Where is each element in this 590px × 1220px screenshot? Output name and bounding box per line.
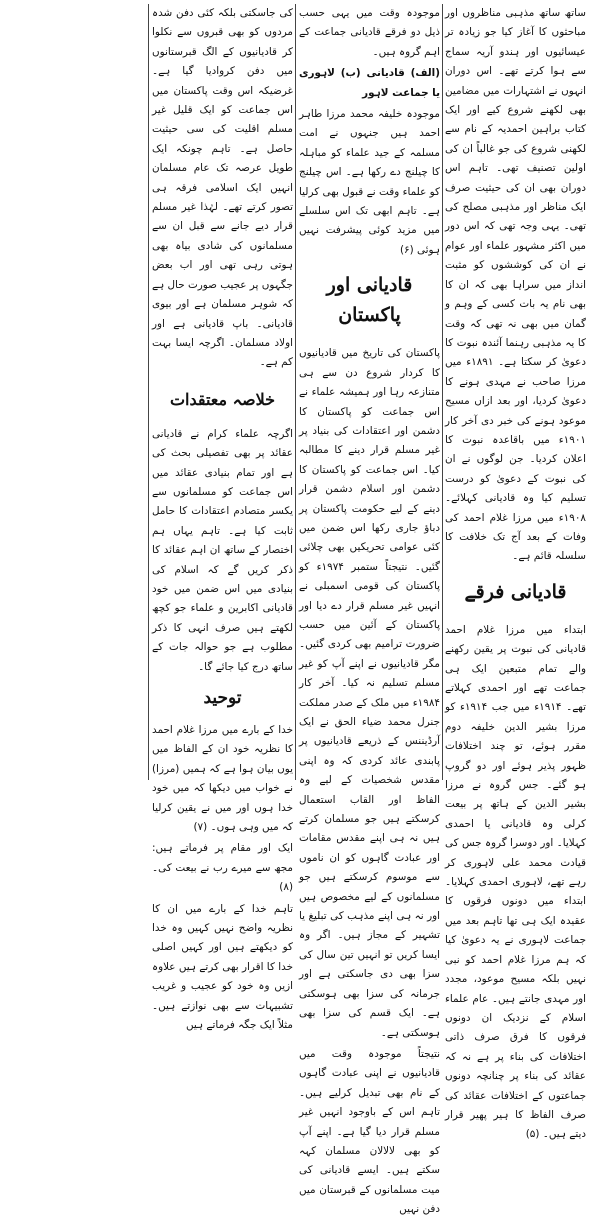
paragraph-pakistan: پاکستان کی تاریخ میں قادیانیوں کا کردار شروع دن سے ہی متنازعہ رہا اور ہمیشہ علماء نے اس جماعت کو پاکستان کا دشمن اور اعتقادات کی بنیاد پر غیر مسلم قرار دینے کا مطالبہ کیا۔ اس جماعت کو پاکستان کا دشمن اور اسلام دشمن قرار دینے کے لیے حکومت پاکستان پر دباؤ جاری رکھا اس ضمن میں کئی عوامی تحریکیں بھی چلائی گئیں۔ نتیجتاً ستمبر ۱۹۷۴ء کو پاکستان کی قومی اسمبلی نے انہیں غیر مسلم قرار دے دیا اور پاکستان کے آئین میں حسب ضرورت ترامیم بھی کردی گئیں۔ مگر قادیانیوں نے اپنے آپ کو غیر مسلم تسلیم نہ کیا۔ آخر کار ۱۹۸۴ء میں ملک کے صدر مملکت جنرل محمد ضیاء الحق نے ایک آرڈیننس کے ذریعے قادیانیوں پر پابندی عائد کردی کہ وہ اپنی مقدس شخصیات کے لیے وہ الفاظ اور القاب استعمال کرسکتے ہیں جو مسلمان کرتے ہیں نہ ہی اپنے مقدس مقامات اور عبادت گاہوں کو ان ناموں سے موسوم کرسکتے ہیں جو مسلمانوں کے لیے مخصوص ہیں اور نہ ہی اپنے مذہب کی تبلیغ یا تشہیر کے مجاز ہیں۔ اگر وہ ایسا کریں تو انہیں تین سال کی سزا بھی دی جاسکتی ہے اور جرمانہ کی سزا بھی ہوسکتی ہے۔ ایک قسم کی سزا بھی ہوسکتی ہے۔ (299, 347, 440, 1039)
heading-tawheed: توحید (203, 688, 242, 708)
paragraph-beliefs: اگرچہ علماء کرام نے قادیانی عقائد پر بھی تفصیلی بحث کی ہے اور تمام بنیادی عقائد میں اس جماعت کو مسلمانوں سے یکسر متصادم اعتقادات کا حامل ثابت کیا ہے۔ تاہم یہاں ہم اختصار کے ساتھ ان اہم عقائد کا ذکر کریں گے کہ اسلام کی بنیادی میں اس ضمن میں خود قادیانی اکابرین و علماء جو کچھ لکھتے ہیں صرف انہی کا ذکر مطلوب ہے جو حوالہ جات کے ساتھ درج کیا جائے گا۔ (152, 427, 293, 673)
column-divider (148, 4, 149, 780)
heading-qadiani-sects: قادیانی فرقے (464, 580, 567, 603)
column-1 (445, 4, 586, 1141)
heading-qadiani-pakistan: قادیانی اور پاکستان (326, 274, 413, 327)
paragraph-tawheed-2: ایک اور مقام پر فرماتے ہیں: مجھ سے میرے رب نے بیعت کی۔ (۸) (152, 842, 293, 894)
column-divider (295, 4, 296, 780)
column-divider (442, 4, 443, 780)
paragraph-intro: ساتھ ساتھ مذہبی مناظروں اور مباحثوں کا آغاز کیا جو زیادہ تر عیسائیوں اور ہندو آریہ سماج سے ہوا کرتے تھے۔ اس دوران انہوں نے اشتہارات میں مضامین بھی لکھنے شروع کیے اور ایک کتاب براہین احمدیہ کے نام سے لکھنی شروع کی جو غالباً ان کی اولین تصنیف تھی۔ تاہم اس دوران بھی ان کی حیثیت صرف ایک مناظر اور مذہبی مصلح کی تھی۔ یہی وجہ تھی کہ اس دور میں اکثر مشہور علماء اور عوام نے ان کی کوششوں کو مثبت انداز میں سراہا بھی کہ ان کا بھی نام یہ بات کسی کے وہم و گمان میں بھی نہ تھی کہ وقت کا یہ مذہبی رہنما آئندہ نبوت کا دعویٰ کر سکتا ہے۔ ۱۸۹۱ء میں مرزا صاحب نے مہدی ہونے کا دعویٰ کردیا، اور بعد ازاں مسیح موعود ہونے کی خبر دی آخر کار ۱۹۰۱ء میں باقاعدہ نبوت کا اعلان کردیا۔ جن لوگوں نے ان کی نبوت کے دعویٰ کو درست تسلیم کیا وہ قادیانی کہلائے۔ ۱۹۰۸ء میں مرزا غلام احمد کی وفات کے بعد آج تک خلافت کا سلسلہ قائم ہے۔ (445, 7, 586, 563)
column-4 (4, 4, 146, 780)
newspaper-page (4, 4, 586, 1216)
subheading-groups: (الف) قادیانی (ب) لاہوری یا جماعت لاہور (299, 67, 440, 99)
heading-beliefs-summary: خلاصہ معتقدات (169, 389, 276, 409)
column-3 (152, 4, 293, 1032)
paragraph-tawheed-3: تاہم خدا کے بارے میں ان کا نظریہ واضح نہیں کہیں وہ خدا کو دیکھتے ہیں اور کہیں اصلی خدا کا اقرار بھی کرتے ہیں علاوہ ازیں وہ خود کو عجیب و غریب تشبیہات سے بھی نوازتے ہیں۔ مثلاً ایک جگہ فرماتے ہیں (152, 902, 293, 1032)
paragraph-tawheed-1: خدا کے بارے میں مرزا غلام احمد کا نظریہ خود ان کے الفاظ میں یوں بیان ہوا ہے کہ ہمیں (مرزا) نے خواب میں دیکھا کہ میں خود خدا ہوں اور میں نے یقین کرلیا کہ میں وہی ہوں۔ (۷) (152, 724, 293, 834)
paragraph-consequence: نتیجتاً موجودہ وقت میں قادیانیوں نے اپنی عبادت گاہوں کے نام بھی تبدیل کرلیے ہیں۔ تاہم اس کے باوجود انہیں غیر مسلم قرار دیا گیا ہے۔ اپنے آپ کو بھی لالالان مسلمان کہہ سکتے ہیں۔ ایسے قادیانی کی میت مسلمانوں کے قبرستان میں دفن نہیں (299, 1047, 440, 1216)
paragraph-groups: موجودہ وقت میں یہی حسب ذیل دو فرقے قادیانی جماعت کے اہم گروہ ہیں۔ (299, 7, 440, 58)
column-2 (299, 4, 440, 1216)
paragraph-burial: کی جاسکتی بلکہ کئی دفن شدہ مردوں کو بھی قبروں سے نکلوا کر قادیانیوں کے الگ قبرستانوں میں دفن کروادیا گیا ہے۔ غرضیکہ اس وقت پاکستان میں اس جماعت کو ایک قلیل غیر مسلم اقلیت کی سی حیثیت حاصل ہے۔ تاہم چونکہ ایک طویل عرصہ تک عام مسلمان انہیں ایک اسلامی فرقہ ہی تصور کرتے تھے۔ لہٰذا غیر مسلم قرار دیے جانے سے قبل ان سے مسلمانوں کی شادی بیاہ بھی ہوتی رہی تھی اور اب بعض جگہوں پر عجیب صورت حال ہے کہ شوہر مسلمان ہے اور بیوی قادیانی۔ باپ قادیانی ہے اور اولاد مسلمان۔ اگرچہ ایسا بہت کم ہے۔ (152, 7, 293, 369)
paragraph-khalifa: موجودہ خلیفہ محمد مرزا طاہر احمد ہیں جنہوں نے امت مسلمہ کے جید علماء کو مباہلہ کا چیلنج دے رکھا ہے۔ اس چیلنج کو علماء وقت نے قبول بھی کرلیا ہے۔ تاہم ابھی تک اس سلسلے میں مزید کوئی پیشرفت نہیں ہوئی (۶) (299, 108, 440, 256)
paragraph-sects: ابتداء میں مرزا غلام احمد قادیانی کی نبوت پر یقین رکھنے والے تمام متبعین ایک ہی جماعت تھے اور احمدی کہلاتے تھے۔ ۱۹۱۴ء میں جب ۱۹۱۴ء کو مرزا بشیر الدین خلیفہ دوم مقرر ہوئے، تو چند اختلافات ظہور پذیر ہوئے اور دو گروپ ہو گئے۔ جس گروہ نے مرزا بشیر الدین کے ہاتھ پر بیعت کرلی وہ قادیانی یا احمدی کہلایا۔ اور دوسرا گروہ جس کی قیادت محمد علی لاہوری کر رہے تھے، لاہوری احمدی کہلایا۔ ابتداء میں دونوں فرقوں کا عقیدہ ایک ہی تھا تاہم بعد میں جماعت لاہوری نے یہ دعویٰ کیا کہ ہم مرزا غلام احمد کو نبی نہیں بلکہ مسیح موعود، مجدد اور مہدی جانتے ہیں۔ عام علماء اسلام کے نزدیک ان دونوں فرقوں کا فرق صرف ذاتی اختلافات کی بناء پر ہے نہ کہ عقائد کی بناء پر چنانچہ دونوں جماعتوں کے اختلافات عقائد کی صرف الفاظ کا ہیر پھیر قرار دیتے ہیں۔ (۵) (445, 623, 586, 1141)
